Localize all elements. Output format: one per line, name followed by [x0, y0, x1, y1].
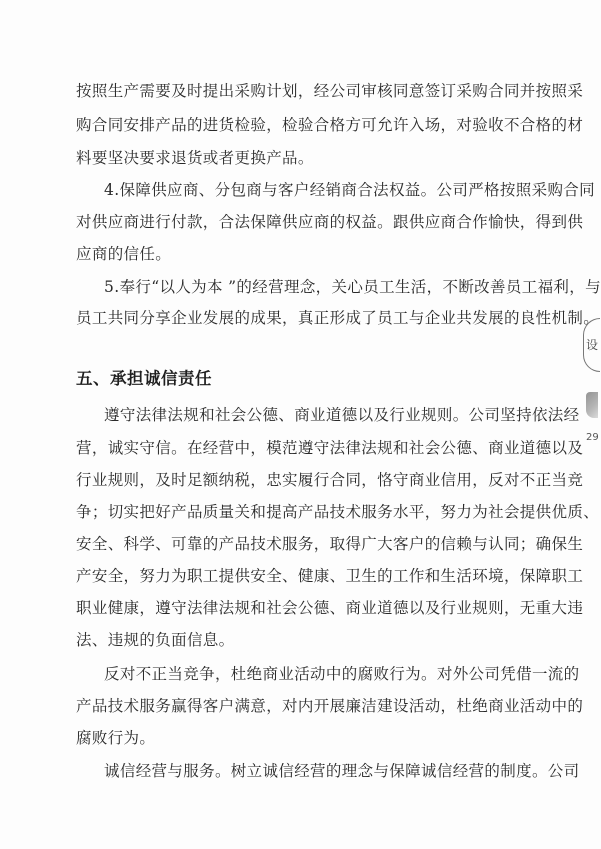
- text-line: 腐败行为。: [76, 729, 156, 747]
- text-line: 营，诚实守信。在经营中，模范遵守法律法规和社会公德、商业道德以及: [76, 439, 584, 457]
- text-line: 诚信经营与服务。树立诚信经营的理念与保障诚信经营的制度。公司: [104, 762, 580, 780]
- page-number-fragment: 29: [586, 432, 599, 443]
- text-line: 法、违规的负面信息。: [76, 631, 235, 649]
- text-line: 4.保障供应商、分包商与客户经销商合法权益。公司严格按照采购合同: [104, 181, 595, 199]
- text-line: 料要坚决要求退货或者更换产品。: [76, 149, 314, 167]
- stamp-ink-fragment: [586, 392, 598, 418]
- text-line: 对供应商进行付款，合法保障供应商的权益。跟供应商合作愉快，得到供: [76, 213, 584, 231]
- text-line: 行业规则，及时足额纳税，忠实履行合同，恪守商业信用，反对不正当竞: [76, 471, 584, 489]
- text-line: 争；切实把好产品质量关和提高产品技术服务水平，努力为社会提供优质、: [76, 503, 600, 521]
- text-line: 遵守法律法规和社会公德、商业道德以及行业规则。公司坚持依法经: [104, 406, 580, 424]
- text-line: 按照生产需要及时提出采购计划，经公司审核同意签订采购合同并按照采: [76, 82, 584, 100]
- section-heading: 五、承担诚信责任: [76, 369, 212, 388]
- text-line: 5.奉行“以人为本 ”的经营理念，关心员工生活，不断改善员工福利，与: [104, 278, 601, 296]
- seal-fragment: 设: [583, 318, 600, 372]
- text-line: 产安全，努力为职工提供安全、健康、卫生的工作和生活环境，保障职工: [76, 567, 584, 585]
- text-line: 职业健康，遵守法律法规和社会公德、商业道德以及行业规则，无重大违: [76, 599, 584, 617]
- text-line: 应商的信任。: [76, 245, 172, 263]
- text-line: 购合同安排产品的进货检验，检验合格方可允许入场，对验收不合格的材: [76, 116, 584, 134]
- text-line: 员工共同分享企业发展的成果，真正形成了员工与企业共发展的良性机制。: [76, 309, 600, 327]
- text-line: 安全、科学、可靠的产品技术服务，取得广大客户的信赖与认同；确保生: [76, 535, 584, 553]
- text-line: 产品技术服务赢得客户满意，对内开展廉洁建设活动，杜绝商业活动中的: [76, 697, 584, 715]
- text-line: 反对不正当竞争，杜绝商业活动中的腐败行为。对外公司凭借一流的: [104, 665, 580, 683]
